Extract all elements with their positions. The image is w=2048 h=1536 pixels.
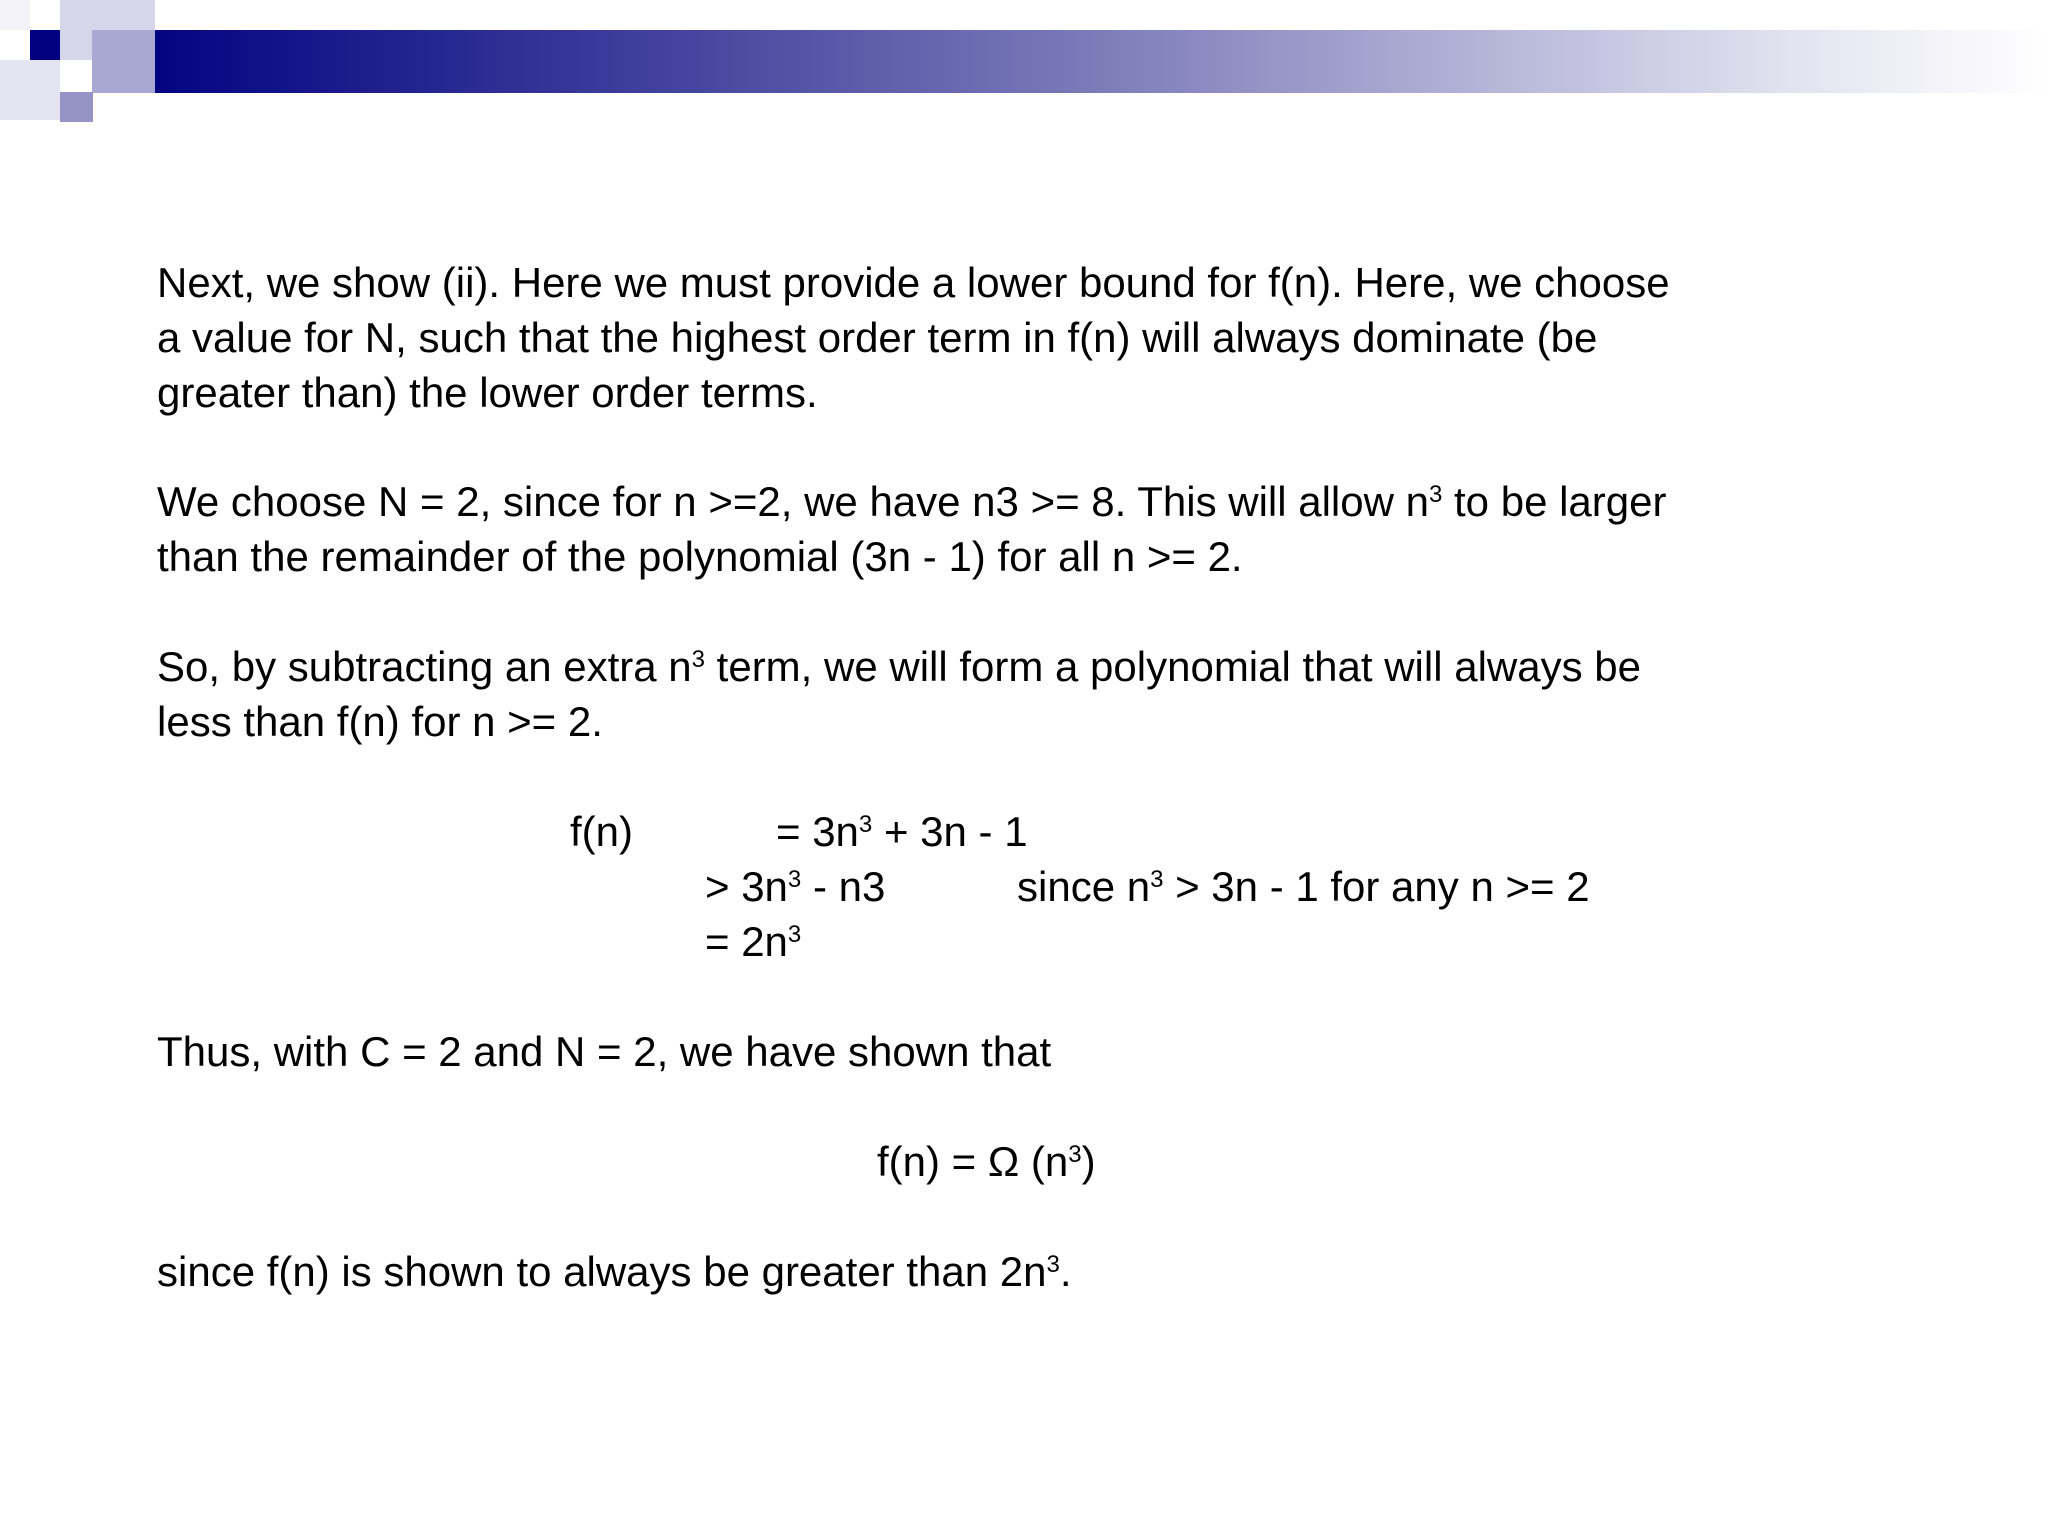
decor-square-faint xyxy=(0,60,60,120)
derivation-row1-text-a: = 3n xyxy=(776,808,859,855)
derivation-row2-note-text-a: since n xyxy=(1017,863,1151,910)
derivation-row3 xyxy=(705,914,801,969)
derivation-lhs: f(n) xyxy=(570,808,633,855)
paragraph2-line1-text-a: We choose N = 2, since for n >=2, we have n3 >= 8. This will allow n xyxy=(157,478,1429,525)
conclusion-result-sup: 3 xyxy=(1068,1141,1082,1168)
conclusion-result xyxy=(877,1134,1096,1189)
paragraph2-line1-sup: 3 xyxy=(1428,481,1443,508)
paragraph2-line1 xyxy=(157,474,1666,529)
conclusion-final-sup: 3 xyxy=(1046,1251,1060,1278)
paragraph3-line1-sup: 3 xyxy=(691,646,705,673)
paragraph1-line2: a value for N, such that the highest order term in f(n) will always dominate (be xyxy=(157,314,1598,361)
derivation-row1 xyxy=(776,804,1028,859)
derivation-row2-note xyxy=(1017,859,1590,914)
derivation-row3-sup: 3 xyxy=(787,921,802,948)
decor-square-light xyxy=(0,0,30,30)
derivation-row1-sup: 3 xyxy=(858,811,873,838)
derivation-row1-text-b: + 3n - 1 xyxy=(872,808,1028,855)
paragraph1-line1: Next, we show (ii). Here we must provide a lower bound for f(n). Here, we choose xyxy=(157,259,1670,306)
derivation-row2 xyxy=(705,859,885,914)
conclusion-final xyxy=(157,1244,1072,1299)
derivation-row2-note-text-b: > 3n - 1 for any n >= 2 xyxy=(1163,863,1590,910)
decor-square-mid xyxy=(92,30,155,93)
conclusion-final-text-a: since f(n) is shown to always be greater than 2n xyxy=(157,1248,1047,1295)
derivation-row3-text-a: = 2n xyxy=(705,918,788,965)
derivation-row2-text-b: - n3 xyxy=(801,863,886,910)
conclusion-intro: Thus, with C = 2 and N = 2, we have shown that xyxy=(157,1028,1052,1075)
paragraph2-line2: than the remainder of the polynomial (3n - 1) for all n >= 2. xyxy=(157,533,1243,580)
paragraph3-line1-text-b: term, we will form a polynomial that will always be xyxy=(705,643,1641,690)
derivation-row2-text-a: > 3n xyxy=(705,863,788,910)
conclusion-result-text-b: ) xyxy=(1081,1138,1096,1185)
conclusion-final-text-b: . xyxy=(1059,1248,1072,1295)
paragraph3-line1-text-a: So, by subtracting an extra n xyxy=(157,643,692,690)
paragraph2-line1-text-b: to be larger xyxy=(1442,478,1667,525)
decor-square-lower xyxy=(60,92,93,122)
header-gradient-bar xyxy=(122,30,2048,93)
decor-square-dark xyxy=(30,30,60,60)
paragraph1-line3: greater than) the lower order terms. xyxy=(157,369,818,416)
derivation-row2-sup: 3 xyxy=(787,866,802,893)
paragraph3-line2: less than f(n) for n >= 2. xyxy=(157,698,603,745)
paragraph3-line1 xyxy=(157,639,1641,694)
derivation-row2-note-sup: 3 xyxy=(1150,866,1164,893)
conclusion-result-text-a: f(n) = Ω (n xyxy=(877,1138,1069,1185)
